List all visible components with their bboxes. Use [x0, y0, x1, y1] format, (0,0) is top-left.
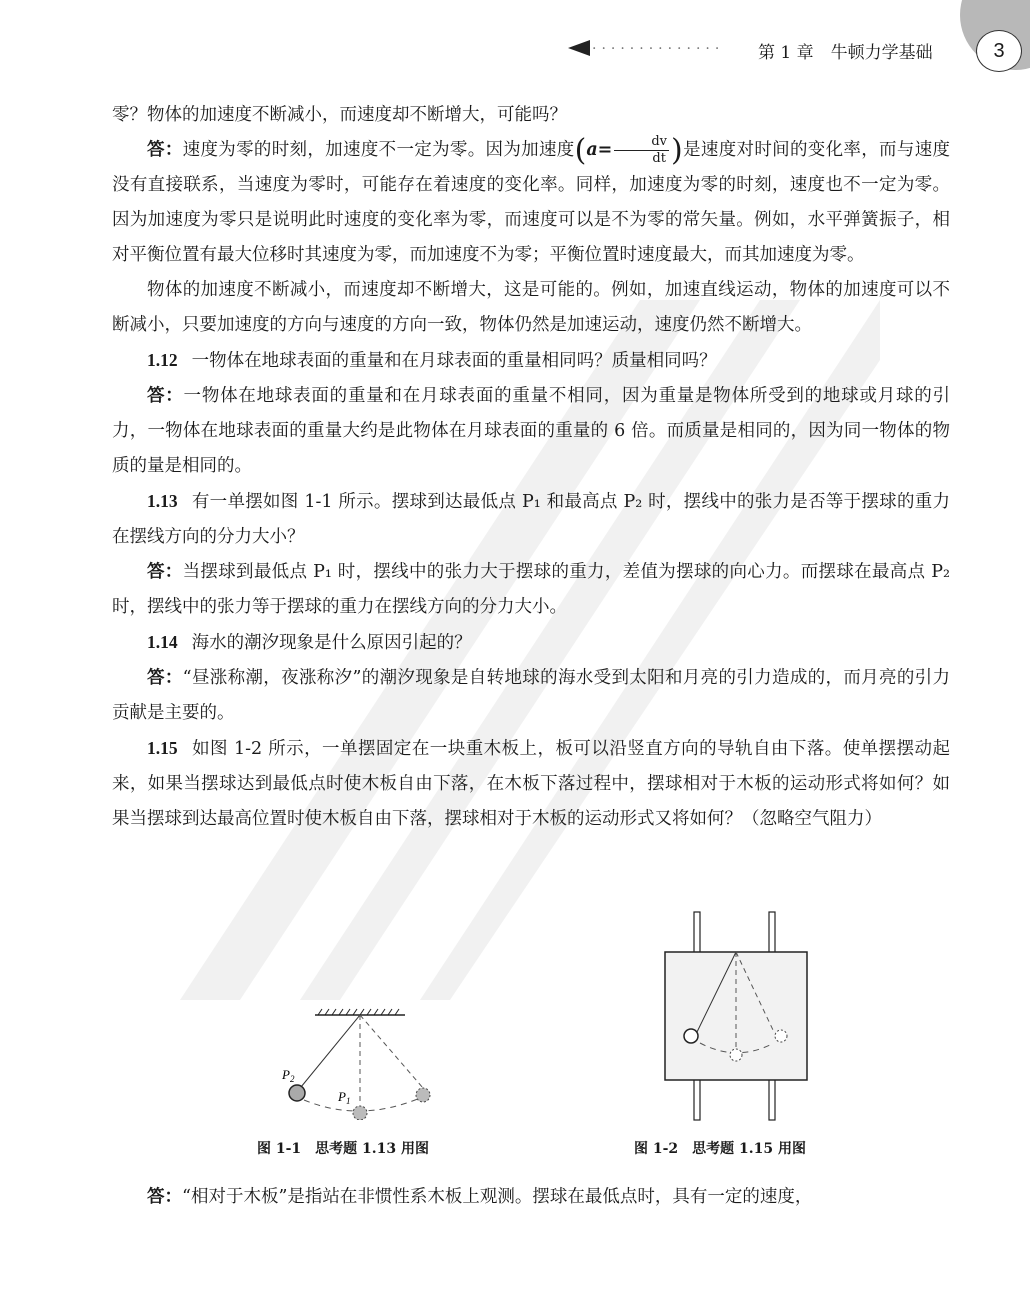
- rail-right-bottom: [769, 1078, 775, 1120]
- string-dashed-right: [360, 1015, 423, 1088]
- arrow-left-icon: [568, 40, 590, 56]
- answer-1-15: [112, 1180, 950, 1215]
- paragraph: 物体的加速度不断减小，而速度却不断增大，这是可能的。例如，加速直线运动，物体的加速度可以不断减小，只要加速度的方向与速度的方向一致，物体仍然是加速运动，速度仍然不断增大。: [112, 280, 950, 335]
- formula-denominator: dt: [652, 151, 666, 166]
- question-number: 1.12: [147, 350, 178, 370]
- question-1-12: [112, 343, 950, 379]
- figure-1-2-falling-board: [660, 910, 820, 1125]
- question-1-14: [112, 625, 950, 661]
- rail-left-bottom: [694, 1078, 700, 1120]
- label-p2: $P_2$: [282, 1067, 295, 1084]
- answer-label: 答：: [147, 668, 183, 688]
- answer-text: 速度为零的时刻，加速度不一定为零。因为加速度: [182, 140, 575, 160]
- formula-numerator: dv: [614, 134, 669, 151]
- answer-label: 答：: [147, 140, 183, 160]
- question-number: 1.15: [147, 738, 178, 758]
- page-number: 3: [976, 30, 1022, 72]
- figure-1-1-caption: 图 1-1 思考题 1.13 用图: [257, 1141, 430, 1157]
- chapter-title: 第 1 章 牛顿力学基础: [758, 43, 933, 63]
- answer-text: 是速度对时间的变化率，而与速度没有直接联系，当速度为零时，可能存在着速度的变化率。同样，加速度为零的时刻，速度也不一定为零。因为加速度为零只是说明此时速度的变化率为零，而速度可以是不为零的常矢量。例如，水平弹簧振子，相对平衡位置有最大位移时其速度为零，而加速度不为零；平衡位置时速度最大，而其加速度为零。: [112, 140, 951, 265]
- bob-left: [684, 1029, 698, 1043]
- paragraph: 零？物体的加速度不断减小，而速度却不断增大，可能吗？: [112, 105, 567, 125]
- answer-paragraph: [112, 133, 950, 273]
- rail-left-top: [694, 912, 700, 954]
- formula-fraction: [614, 134, 669, 167]
- answer-label: 答：: [147, 1187, 182, 1207]
- answer-text: 一物体在地球表面的重量和在月球表面的重量不相同，因为重量是物体所受到的地球或月球的引力，一物体在地球表面的重量大约是此物体在月球表面的重量的 6 倍。而质量是相同的，因为同一物体的物质的量是相同的。: [112, 386, 951, 476]
- question-1-13: [112, 484, 950, 555]
- running-header: [560, 34, 980, 66]
- ceiling-hatch: [318, 1009, 399, 1015]
- bob-right: [416, 1088, 430, 1102]
- answer-text: “昼涨称潮，夜涨称汐”的潮汐现象是自转地球的海水受到太阳和月亮的引力造成的，而月亮的引力贡献是主要的。: [112, 668, 950, 723]
- answer-label: 答：: [147, 386, 184, 406]
- bob-lowest: [730, 1049, 742, 1061]
- answer-1-13: [112, 555, 950, 625]
- figure-1-1-pendulum: [270, 1005, 450, 1120]
- formula-paren: (: [574, 133, 587, 168]
- question-number: 1.14: [147, 632, 178, 652]
- label-p1: $P_1$: [338, 1089, 351, 1106]
- answer-1-14: [112, 661, 950, 731]
- body-text-continued: [112, 1180, 950, 1215]
- bob-p2: [289, 1085, 305, 1101]
- dotted-leader: ··············: [592, 41, 725, 57]
- question-text: 一物体在地球表面的重量和在月球表面的重量相同吗？质量相同吗？: [191, 351, 717, 371]
- formula-lhs: a=: [586, 140, 613, 160]
- figure-1-2-caption: 图 1-2 思考题 1.15 用图: [634, 1141, 807, 1157]
- answer-text: 当摆球到最低点 P₁ 时，摆线中的张力大于摆球的重力，差值为摆球的向心力。而摆球在最高点 P₂ 时，摆线中的张力等于摆球的重力在摆线方向的分力大小。: [112, 562, 950, 617]
- question-text: 如图 1-2 所示，一单摆固定在一块重木板上，板可以沿竖直方向的导轨自由下落。使单摆摆动起来，如果当摆球达到最低点时使木板自由下落，在木板下落过程中，摆球相对于木板的运动形式将如何？如果当摆球到达最高位置时使木板自由下落，摆球相对于木板的运动形式又将如何？（忽略空气阻力）: [112, 739, 950, 829]
- question-number: 1.13: [147, 491, 178, 511]
- answer-1-12: [112, 379, 950, 484]
- rail-right-top: [769, 912, 775, 954]
- question-1-15: [112, 731, 950, 837]
- question-text: 海水的潮汐现象是什么原因引起的？: [191, 633, 472, 653]
- bob-p1: [353, 1106, 367, 1120]
- question-text: 有一单摆如图 1-1 所示。摆球到达最低点 P₁ 和最高点 P₂ 时，摆线中的张力是否等于摆球的重力在摆线方向的分力大小？: [112, 492, 950, 547]
- answer-text: “相对于木板”是指站在非惯性系木板上观测。摆球在最低点时，具有一定的速度，: [182, 1187, 813, 1207]
- answer-label: 答：: [147, 562, 183, 582]
- pendulum-string: [301, 1015, 360, 1087]
- bob-right: [775, 1030, 787, 1042]
- body-text: [112, 98, 950, 837]
- formula-paren: ): [671, 133, 683, 168]
